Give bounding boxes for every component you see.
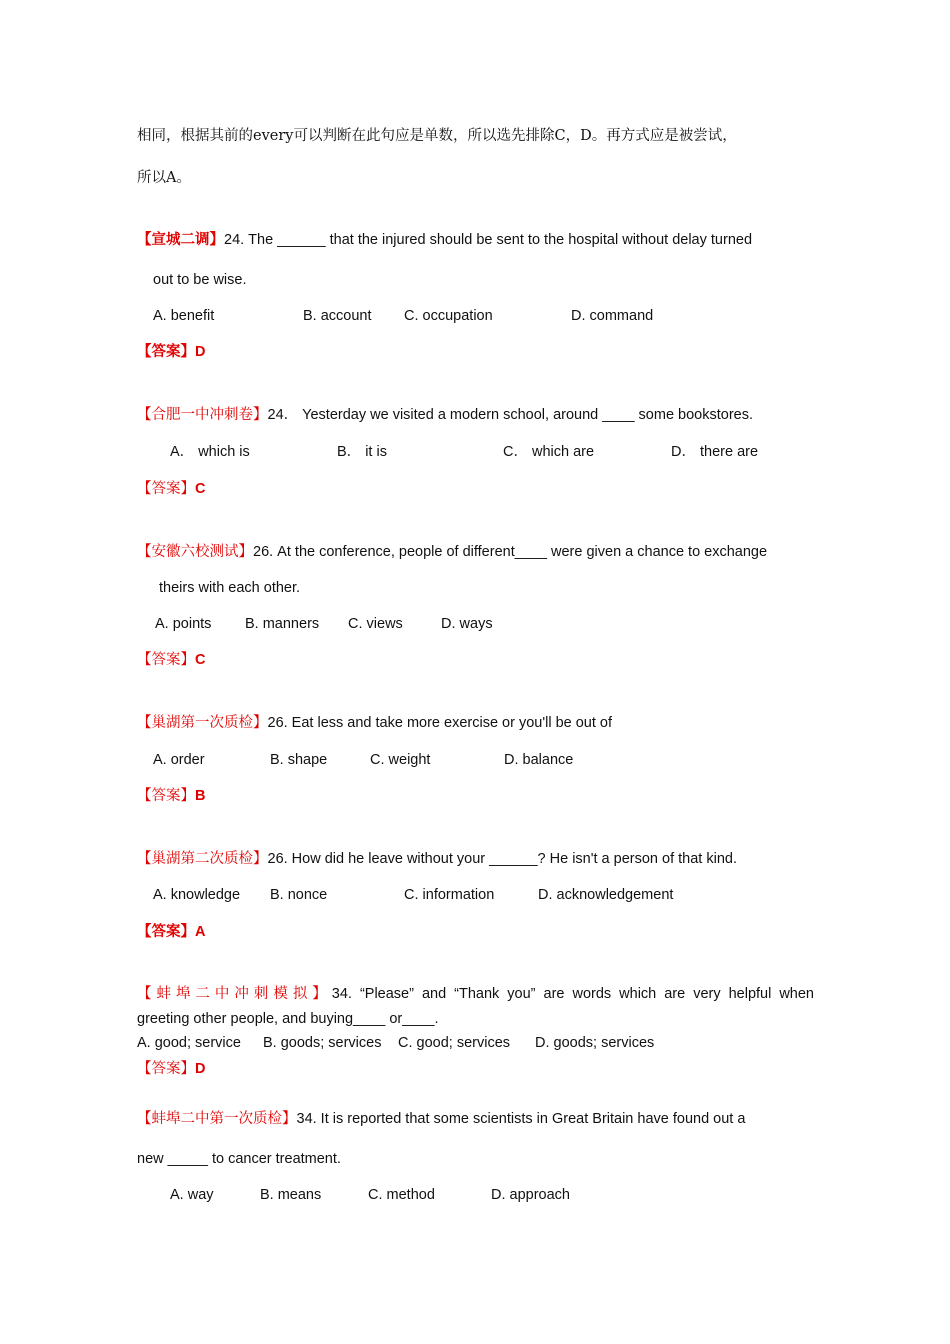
q4-stem-1: 26. Eat less and take more exercise or you'll be out of bbox=[267, 715, 613, 731]
q3-stem-line-2 bbox=[159, 578, 300, 598]
q1-option-d: D. command bbox=[571, 308, 654, 324]
q1-stem-line-1 bbox=[137, 230, 752, 250]
q3-option-b: B. manners bbox=[245, 616, 320, 632]
q4-option-d: D. balance bbox=[504, 752, 574, 768]
q5-answer bbox=[137, 922, 205, 942]
q5-option-d: D. acknowledgement bbox=[538, 887, 674, 903]
q1-answer bbox=[137, 342, 205, 362]
intro-text-1: 相同，根据其前的every可以判断在此句应是单数，所以选先排除C，D。再方式应是被尝试， bbox=[137, 128, 737, 144]
q5-answer-value: A bbox=[195, 924, 206, 940]
q1-answer-value: D bbox=[195, 344, 206, 360]
q1-option-c: C. occupation bbox=[404, 308, 493, 324]
q6-option-a: A. good; service bbox=[137, 1035, 241, 1051]
q3-stem-2: theirs with each other. bbox=[159, 580, 301, 596]
q3-option-a: A. points bbox=[155, 616, 212, 632]
q7-option-c: C. method bbox=[368, 1187, 435, 1203]
q5-stem-line-1 bbox=[137, 849, 737, 869]
q7-stem-line-1 bbox=[137, 1109, 745, 1129]
q6-stem-1: 34. “Please” and “Thank you” are words which are very helpful when bbox=[331, 986, 815, 1002]
q6-answer-label: 【答案】 bbox=[137, 1061, 195, 1077]
q1-option-b: B. account bbox=[303, 308, 372, 324]
q3-answer-label: 【答案】 bbox=[137, 652, 195, 668]
q2-answer-label: 【答案】 bbox=[137, 481, 195, 497]
q7-stem-2: new _____ to cancer treatment. bbox=[137, 1151, 341, 1167]
q6-stem-line-2 bbox=[137, 1009, 439, 1029]
q6-option-b: B. goods; services bbox=[263, 1035, 382, 1051]
q6-stem-2: greeting other people, and buying____ or____. bbox=[137, 1011, 439, 1027]
q1-stem-2: out to be wise. bbox=[153, 272, 247, 288]
q3-option-d: D. ways bbox=[441, 616, 493, 632]
q6-answer-value: D bbox=[195, 1061, 206, 1077]
q5-source: 【巢湖第二次质检】 bbox=[137, 851, 268, 867]
q1-option-a: A. benefit bbox=[153, 308, 215, 324]
q3-answer bbox=[137, 650, 205, 670]
q4-source: 【巢湖第一次质检】 bbox=[137, 715, 268, 731]
q7-option-d: D. approach bbox=[491, 1187, 570, 1203]
q2-stem-line-1 bbox=[137, 405, 753, 425]
q2-option-c: C． which are bbox=[503, 444, 595, 460]
q6-source: 【蚌埠二中冲刺模拟】 bbox=[137, 986, 332, 1002]
q2-option-a: A． which is bbox=[170, 444, 250, 460]
q4-option-c: C. weight bbox=[370, 752, 431, 768]
q5-option-a: A. knowledge bbox=[153, 887, 241, 903]
q3-option-c: C. views bbox=[348, 616, 403, 632]
q7-option-a: A. way bbox=[170, 1187, 214, 1203]
q4-option-a: A. order bbox=[153, 752, 205, 768]
q1-answer-label: 【答案】 bbox=[137, 343, 195, 360]
q2-source: 【合肥一中冲刺卷】 bbox=[137, 407, 268, 423]
q4-stem-line-1 bbox=[137, 713, 612, 733]
q4-answer-label: 【答案】 bbox=[137, 788, 195, 804]
q2-answer-value: C bbox=[195, 481, 206, 497]
q4-answer bbox=[137, 786, 205, 806]
q6-answer bbox=[137, 1059, 205, 1079]
q7-stem-1: 34. It is reported that some scientists in Great Britain have found out a bbox=[296, 1111, 746, 1127]
q1-stem-1: 24. The ______ that the injured should be sent to the hospital without delay turned bbox=[224, 232, 753, 248]
q1-stem-line-2 bbox=[153, 270, 247, 290]
q5-option-c: C. information bbox=[404, 887, 495, 903]
q4-option-b: B. shape bbox=[270, 752, 328, 768]
q4-answer-value: B bbox=[195, 788, 206, 804]
q7-source: 【蚌埠二中第一次质检】 bbox=[137, 1111, 297, 1127]
q7-stem-line-2 bbox=[137, 1149, 341, 1169]
q6-option-c: C. good; services bbox=[398, 1035, 511, 1051]
q5-stem-1: 26. How did he leave without your ______? He isn't a person of that kind. bbox=[267, 851, 737, 867]
q2-option-d: D． there are bbox=[671, 444, 759, 460]
q2-stem-1: 24． Yesterday we visited a modern school, around ____ some bookstores. bbox=[267, 407, 753, 423]
q3-source: 【安徽六校测试】 bbox=[137, 544, 253, 560]
q6-stem-line-1 bbox=[137, 984, 814, 1004]
q3-stem-line-1 bbox=[137, 542, 767, 562]
q1-source: 【宣城二调】 bbox=[137, 231, 224, 248]
q5-answer-label: 【答案】 bbox=[137, 923, 195, 940]
q3-stem-1: 26. At the conference, people of different____ were given a chance to exchange bbox=[253, 544, 768, 560]
intro-line-2 bbox=[137, 168, 191, 188]
q2-answer bbox=[137, 479, 205, 499]
intro-line-1 bbox=[137, 126, 737, 146]
q5-option-b: B. nonce bbox=[270, 887, 328, 903]
q6-option-d: D. goods; services bbox=[535, 1035, 655, 1051]
intro-text-2: 所以A。 bbox=[137, 170, 191, 186]
q2-option-b: B． it is bbox=[337, 444, 387, 460]
q7-option-b: B. means bbox=[260, 1187, 322, 1203]
q3-answer-value: C bbox=[195, 652, 206, 668]
